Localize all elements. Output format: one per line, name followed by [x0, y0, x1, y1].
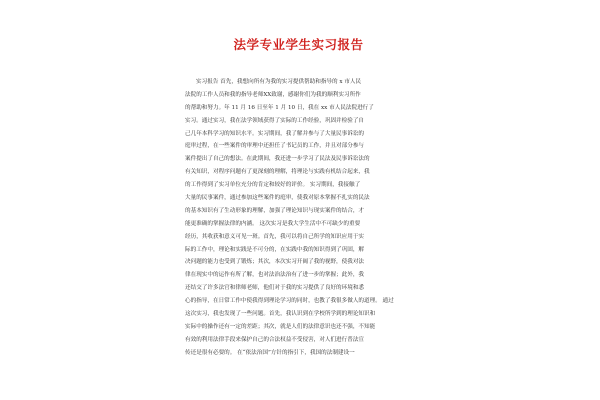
body-line: 法院的工作人员和我的指导老师XX致谢，感谢你们为我的顺利实习所作 — [185, 91, 361, 98]
body-line: 际的工作中，理论和实践是不可分的，在实践中我的知识得到了巩固，解 — [185, 246, 365, 253]
body-line: 实习报告 首先，我想向所有为我的实习提供帮助和指导的 x 市人民 — [196, 79, 362, 85]
body-line: 经历，其收获和意义可见一斑。首先，我可以将自己所学的知识应用于实 — [185, 233, 365, 240]
body-line: 有关知识，对程序问题有了更深刻的理解，将理论与实践有机结合起来，我 — [185, 169, 370, 176]
body-line: 案件提出了自己的想法。在此期间，我还进一步学习了民法及民事诉讼法的 — [185, 156, 370, 163]
body-line: 实际中的操作还有一定的差距；其次，就是人们的法律意识也还不强，不知能 — [185, 323, 376, 330]
body-line: 决问题的能力也受到了锻炼；其次，本次实习开阔了我的视野，使我对法 — [185, 259, 365, 266]
body-line: 能更准确的掌握法律的内涵。 这次实习是我大学生活中不可缺少的重要 — [185, 220, 361, 227]
body-line: 传还是很有必要的。 在“依法治国”方针的指引下，我国的法制建设一 — [185, 349, 355, 356]
body-line: 实习。通过实习，我在法学领域获得了实际的工作经验，巩固并检验了自 — [185, 117, 365, 124]
body-line: 还结交了许多法官和律师老师，他们对于我的实习提供了良好的环境和悉 — [185, 285, 365, 292]
body-line: 有效的利用法律手段来保护自己的合法权益不受侵害，对人们进行普法宣 — [185, 336, 365, 343]
document-page — [163, 0, 434, 400]
body-line: 庭审过程，在一些案件的审理中还担任了书记员的工作，并且对部分参与 — [185, 143, 365, 150]
document-body — [185, 76, 407, 360]
body-line: 的帮助和努力。年 11 月 16 日至年 1 月 10 日，我在 xx 市人民法院进行了 — [185, 104, 374, 111]
body-line: 这次实习，我也发现了一些问题。首先，我认识到在学校所学到的理论知识和 — [185, 311, 376, 318]
body-line: 己几年本科学习的知识水平。实习期间，我了解并参与了大量民事诉讼的 — [185, 130, 365, 137]
body-line: 律在现实中的运作有所了解，也对法治法治有了进一步的掌握；此外，我 — [185, 272, 365, 279]
body-line: 大量的民事案件，通过参加这些案件的庭审，使我对原本掌握不扎实的民法 — [185, 195, 370, 202]
document-title: 法学专业学生实习报告 — [233, 37, 364, 52]
body-line: 的工作得到了实习单位充分的肯定和较好的评价。 实习期间，我接触了 — [185, 182, 361, 189]
body-line: 心的指导，在日常工作中使我得到理论学习的同时，也教了我很多做人的道理。 通过 — [185, 298, 394, 305]
body-line: 的基本知识有了生动形象的理解，加强了理论知识与现实案件的结合，才 — [185, 207, 365, 214]
